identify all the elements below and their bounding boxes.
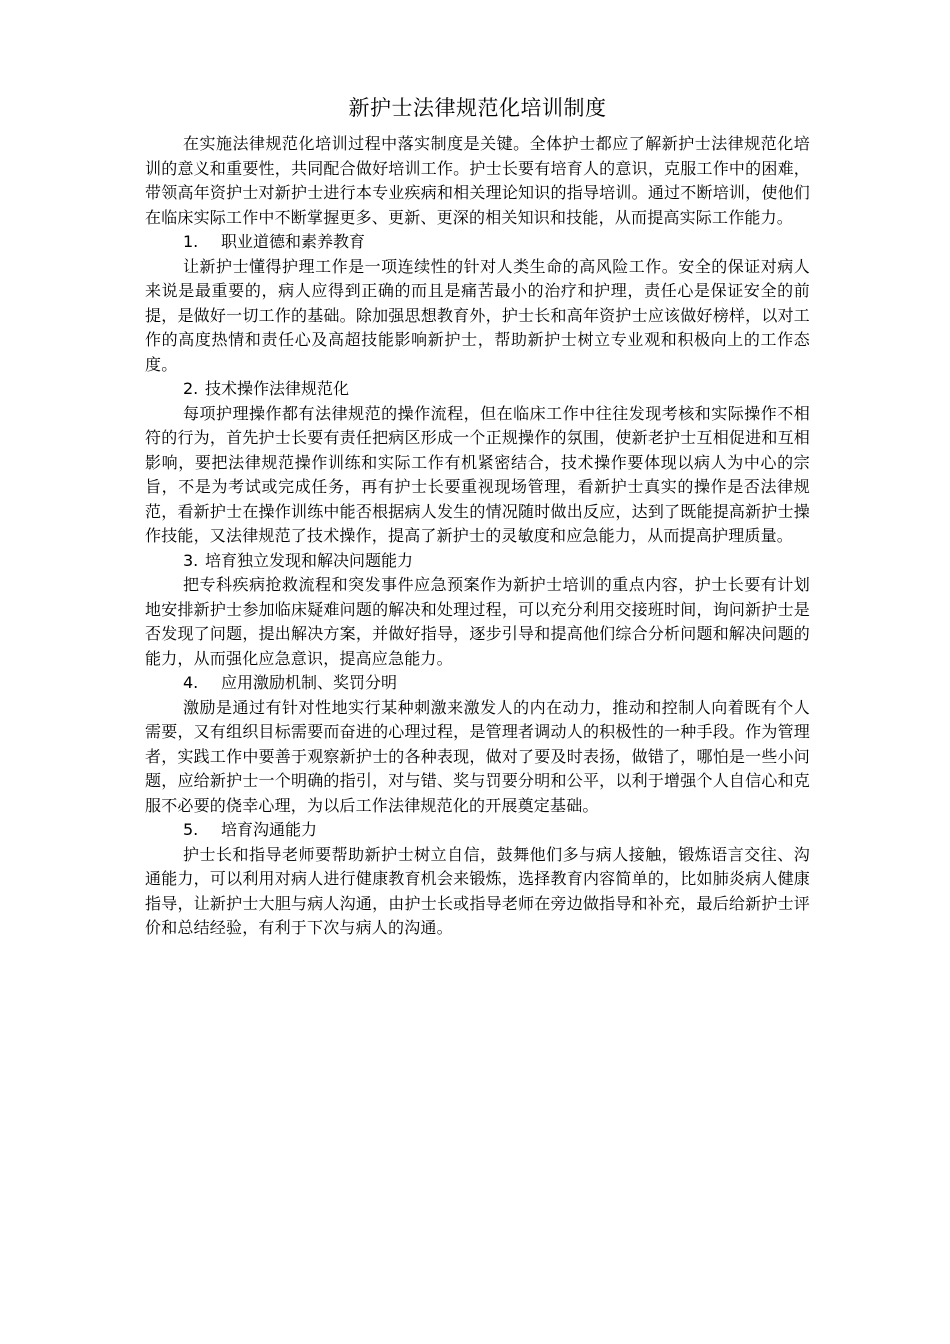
section-heading-3 bbox=[145, 549, 810, 574]
section-number-5: 5. bbox=[183, 820, 199, 839]
document-title: 新护士法律规范化培训制度 bbox=[348, 96, 607, 120]
section-title-3: 培育独立发现和解决问题能力 bbox=[205, 550, 414, 570]
document-page bbox=[145, 94, 810, 941]
section-title-4: 应用激励机制、奖罚分明 bbox=[221, 673, 398, 692]
section-number-4: 4. bbox=[183, 673, 199, 692]
intro-paragraph: 在实施法律规范化培训过程中落实制度是关键。全体护士都应了解新护士法律规范化培训的意义和重要性，共同配合做好培训工作。护士长要有培育人的意识，克服工作中的困难，带领高年资护士对新护士进行本专业疾病和相关理论知识的指导培训。通过不断培训，使他们在临床实际工作中不断掌握更多、更新、更深的相关知识和技能，从而提高实际工作能力。 bbox=[145, 134, 810, 227]
section-heading-1 bbox=[145, 230, 810, 255]
section-number-1: 1. bbox=[183, 232, 199, 251]
section-body-1: 让新护士懂得护理工作是一项连续性的针对人类生命的高风险工作。安全的保证对病人来说是最重要的，病人应得到正确的而且是痛苦最小的治疗和护理，责任心是保证安全的前提，是做好一切工作的基础。除加强思想教育外，护士长和高年资护士应该做好榜样，以对工作的高度热情和责任心及高超技能影响新护士，帮助新护士树立专业观和积极向上的工作态度。 bbox=[145, 256, 810, 374]
section-body-4: 激励是通过有针对性地实行某种刺激来激发人的内在动力，推动和控制人向着既有个人需要，又有组织目标需要而奋进的心理过程，是管理者调动人的积极性的一种手段。作为管理者，实践工作中要善于观察新护士的各种表现，做对了要及时表扬，做错了，哪怕是一些小问题，应给新护士一个明确的指引，对与错、奖与罚要分明和公平，以利于增强个人自信心和克服不必要的侥幸心理，为以后工作法律规范化的开展奠定基础。 bbox=[145, 697, 810, 815]
section-body-3: 把专科疾病抢救流程和突发事件应急预案作为新护士培训的重点内容，护士长要有计划地安排新护士参加临床疑难问题的解决和处理过程，可以充分利用交接班时间，询问新护士是否发现了问题，提出解决方案，并做好指导，逐步引导和提高他们综合分析问题和解决问题的能力，从而强化应急意识，提高应急能力。 bbox=[145, 575, 810, 668]
section-number-2: 2. bbox=[183, 379, 199, 398]
section-heading-5 bbox=[145, 818, 810, 843]
section-body-2: 每项护理操作都有法律规范的操作流程，但在临床工作中往往发现考核和实际操作不相符的行为，首先护士长要有责任把病区形成一个正规操作的氛围，使新老护士互相促进和互相影响，要把法律规范操作训练和实际工作有机紧密结合，技术操作要体现以病人为中心的宗旨，不是为考试或完成任务，再有护士长要重视现场管理，看新护士真实的操作是否法律规范，看新护士在操作训练中能否根据病人发生的情况随时做出反应，达到了既能提高新护士操作技能，又法律规范了技术操作，提高了新护士的灵敏度和应急能力，从而提高护理质量。 bbox=[145, 403, 810, 545]
section-number-3: 3. bbox=[183, 550, 199, 570]
section-title-1: 职业道德和素养教育 bbox=[221, 232, 366, 251]
section-body-5: 护士长和指导老师要帮助新护士树立自信，鼓舞他们多与病人接触，锻炼语言交往、沟通能力，可以利用对病人进行健康教育机会来锻炼，选择教育内容简单的，比如肺炎病人健康指导，让新护士大胆与病人沟通，由护士长或指导老师在旁边做指导和补充，最后给新护士评价和总结经验，有利于下次与病人的沟通。 bbox=[145, 844, 810, 937]
section-heading-4 bbox=[145, 671, 810, 696]
section-title-5: 培育沟通能力 bbox=[221, 820, 318, 839]
section-title-2: 技术操作法律规范化 bbox=[205, 379, 350, 398]
section-heading-2 bbox=[145, 377, 810, 402]
